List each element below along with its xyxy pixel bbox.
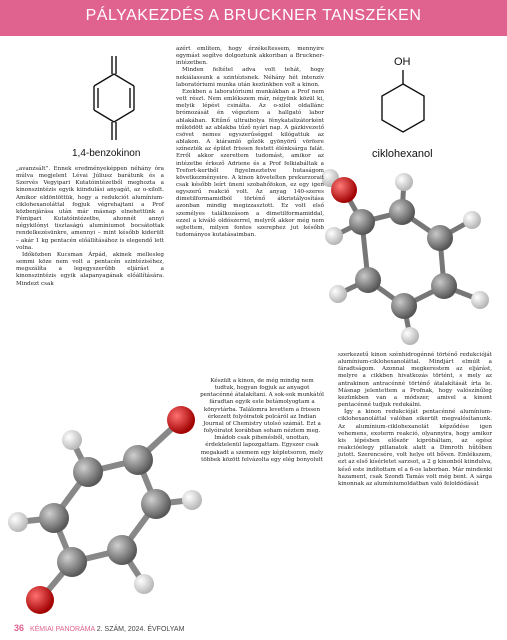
- page-title: PÁLYAKEZDÉS A BRUCKNER TANSZÉKEN: [85, 7, 422, 24]
- paragraph: Időközben Kucsman Árpád, akinek mellesleg semmi köze nem volt a pentacén szintéziséhez, megszálíta a legegyszerűbb eljárást a kinonszintézis egyik alapanyagának előállítására. Mindezt csak: [16, 251, 164, 287]
- magazine-name: KÉMIAI PANORÁMA: [29, 626, 95, 633]
- paragraph: azért említem, hogy érzékeltessem, mennyire egymást segítve dolgoztunk akkoriban a Bruckner-intézetben.: [176, 46, 324, 67]
- paragraph: Ezekben a laboratóriumi munkákban a Prof nem vett részt. Nem emlékszem már, négyünk közül ki, melyik lépést csinálta. Az o-xilol oldallánc brómozását én végeztem a hallgató labor ablakában. Kitűnő ultraibolya fénykatalizátorként működött az ablakba tűző nyári nap. A gázkivezető csövet nemes egyszerűséggel kilógattuk az ablakon. A kiáramló gőzök gyönyörű vörösre színezték az épület frissen festett élénksárga falát. Erről akkor szerettem tudomást, amikor az intézetbe érkező Adriene és a Prof felkiabáltak a Trefort-kertből figyelmeztetve hutaságom következményeire. A kinon követelten prekurzorait csak később leírt üneni szobahőfokon, ez egy igen egyszerű reakció volt. Az anyag 140-szeres dimetilformamidból történő átkristályosítása azonban mindig megizzasztott. Ez volt első személyes találkozásom a dimetilformamiddal, ezzel a kiváló oldószerrel, melyről akkor még nem sejtettem, milyen fontos szerephez jut később tudományos kutatásaimban.: [176, 88, 324, 239]
- page-number: 36: [14, 623, 25, 633]
- benzoquinone-3d-model: [6, 400, 206, 622]
- header-bar: [0, 0, 507, 36]
- oh-label: OH: [394, 56, 411, 68]
- text-column-right: [338, 352, 492, 488]
- text-column-middle-wrap: [200, 378, 324, 464]
- benzoquinone-label: 1,4-benzokinon: [72, 148, 141, 159]
- benzoquinone-structure: [72, 52, 152, 144]
- cyclohexanol-label: ciklohexanol: [372, 148, 433, 160]
- cyclohexanol-3d-model: [322, 168, 502, 348]
- text-column-left: [16, 166, 164, 288]
- paragraph: „avanzsált”. Ennek eredményeképpen néhány óra múlva megjelent Lévai Júliusz barátunk és a Szervés Vegyipari Kutatóintézetből meghozta a kinonszintézis egyik kiindulási anyagát, az o-xilolt. Amikor eldöntöttük, hogy a redukciót alumínium-ciklohexanoláttal fogjuk végrehajtani a Prof közbenjárása után már másnap elnehettünk a Fémipari Kutatóintézetbe, ahonnét annyi négykilónyi tisztaságú alumíniumot bocsátottak rendelkezésünkre, amennyi – mint később kiderült – akár 1 kg pentacén előállításához is elegendő lett volna.: [16, 166, 164, 251]
- text-column-middle: [176, 46, 324, 239]
- paragraph: Minden feltétel adva volt tehát, hogy nekiálassunk a szintézisnek. Néhány hét intenzív laboratóriumi munka után kezünkben volt a kinon.: [176, 67, 324, 88]
- paragraph: szerkezetű kinon szénhidrogénné történő redukcióját alumínium-ciklohexanoláttal. Mindjárt elmúlt a fáradtságom. Azonnal megkerestem az eljárást, melyre a cikkben hivatkozás történt, s mely az antrakinon antracénné történő átalakítását írta le. Másnap jelentettem a Profnak, hogy valószínűleg kezünkben van a módszer, amivel a kinont pentacénné tudjuk redukálni.: [338, 352, 492, 409]
- issue-info: 2. SZÁM, 2024. ÉVFOLYAM: [96, 626, 185, 633]
- paragraph: Készült a kinon, de még mindig nem tudtuk, hogyan fogjuk az anyagot pentacénné átalakítani. A sok-sok munkától fáradtan egyik este betámolyogtam a könyvtárba. Találomra levettem a frissen érkezett folyóiratok polcáról az Indian Journal of Chemistry utolsó számát. Ezt a folyóiratot korábban soham néztem meg. Imádob csak pihenésből, unottan, érdektelenül lapozgattam. Egyszer csak megakadt a szemem egy képletsoron, mely többek között felvázolta egy elég bonyolult: [200, 378, 324, 463]
- cyclohexanol-structure: [372, 70, 442, 144]
- page-footer: [14, 623, 184, 633]
- paragraph: Így a kinon redukcióját pentacénné alumínium-ciklohexanoláttal valóban sikerült megvalósítanunk. Az alumínium-ciklohexanolát képződése igen vehemens, exoterm reakció, olyannyira, hogy amikor kis lépésben először kipróbáltam, az egész reakcióelegy pillanatok alatt a Dimroth hűtőben jutott. Szerencsére, volt helye ott bőven. Emlékszem, ezt az első kísérletet sarzsot, a 2 g kinonból kiindulva, késő este indítottam el a 6-os laborban. Már mindenki hazament, csak Szondi Tamás volt még bent. A sárga kinonnak az alumíniumoldatban való feloldódását: [338, 409, 492, 487]
